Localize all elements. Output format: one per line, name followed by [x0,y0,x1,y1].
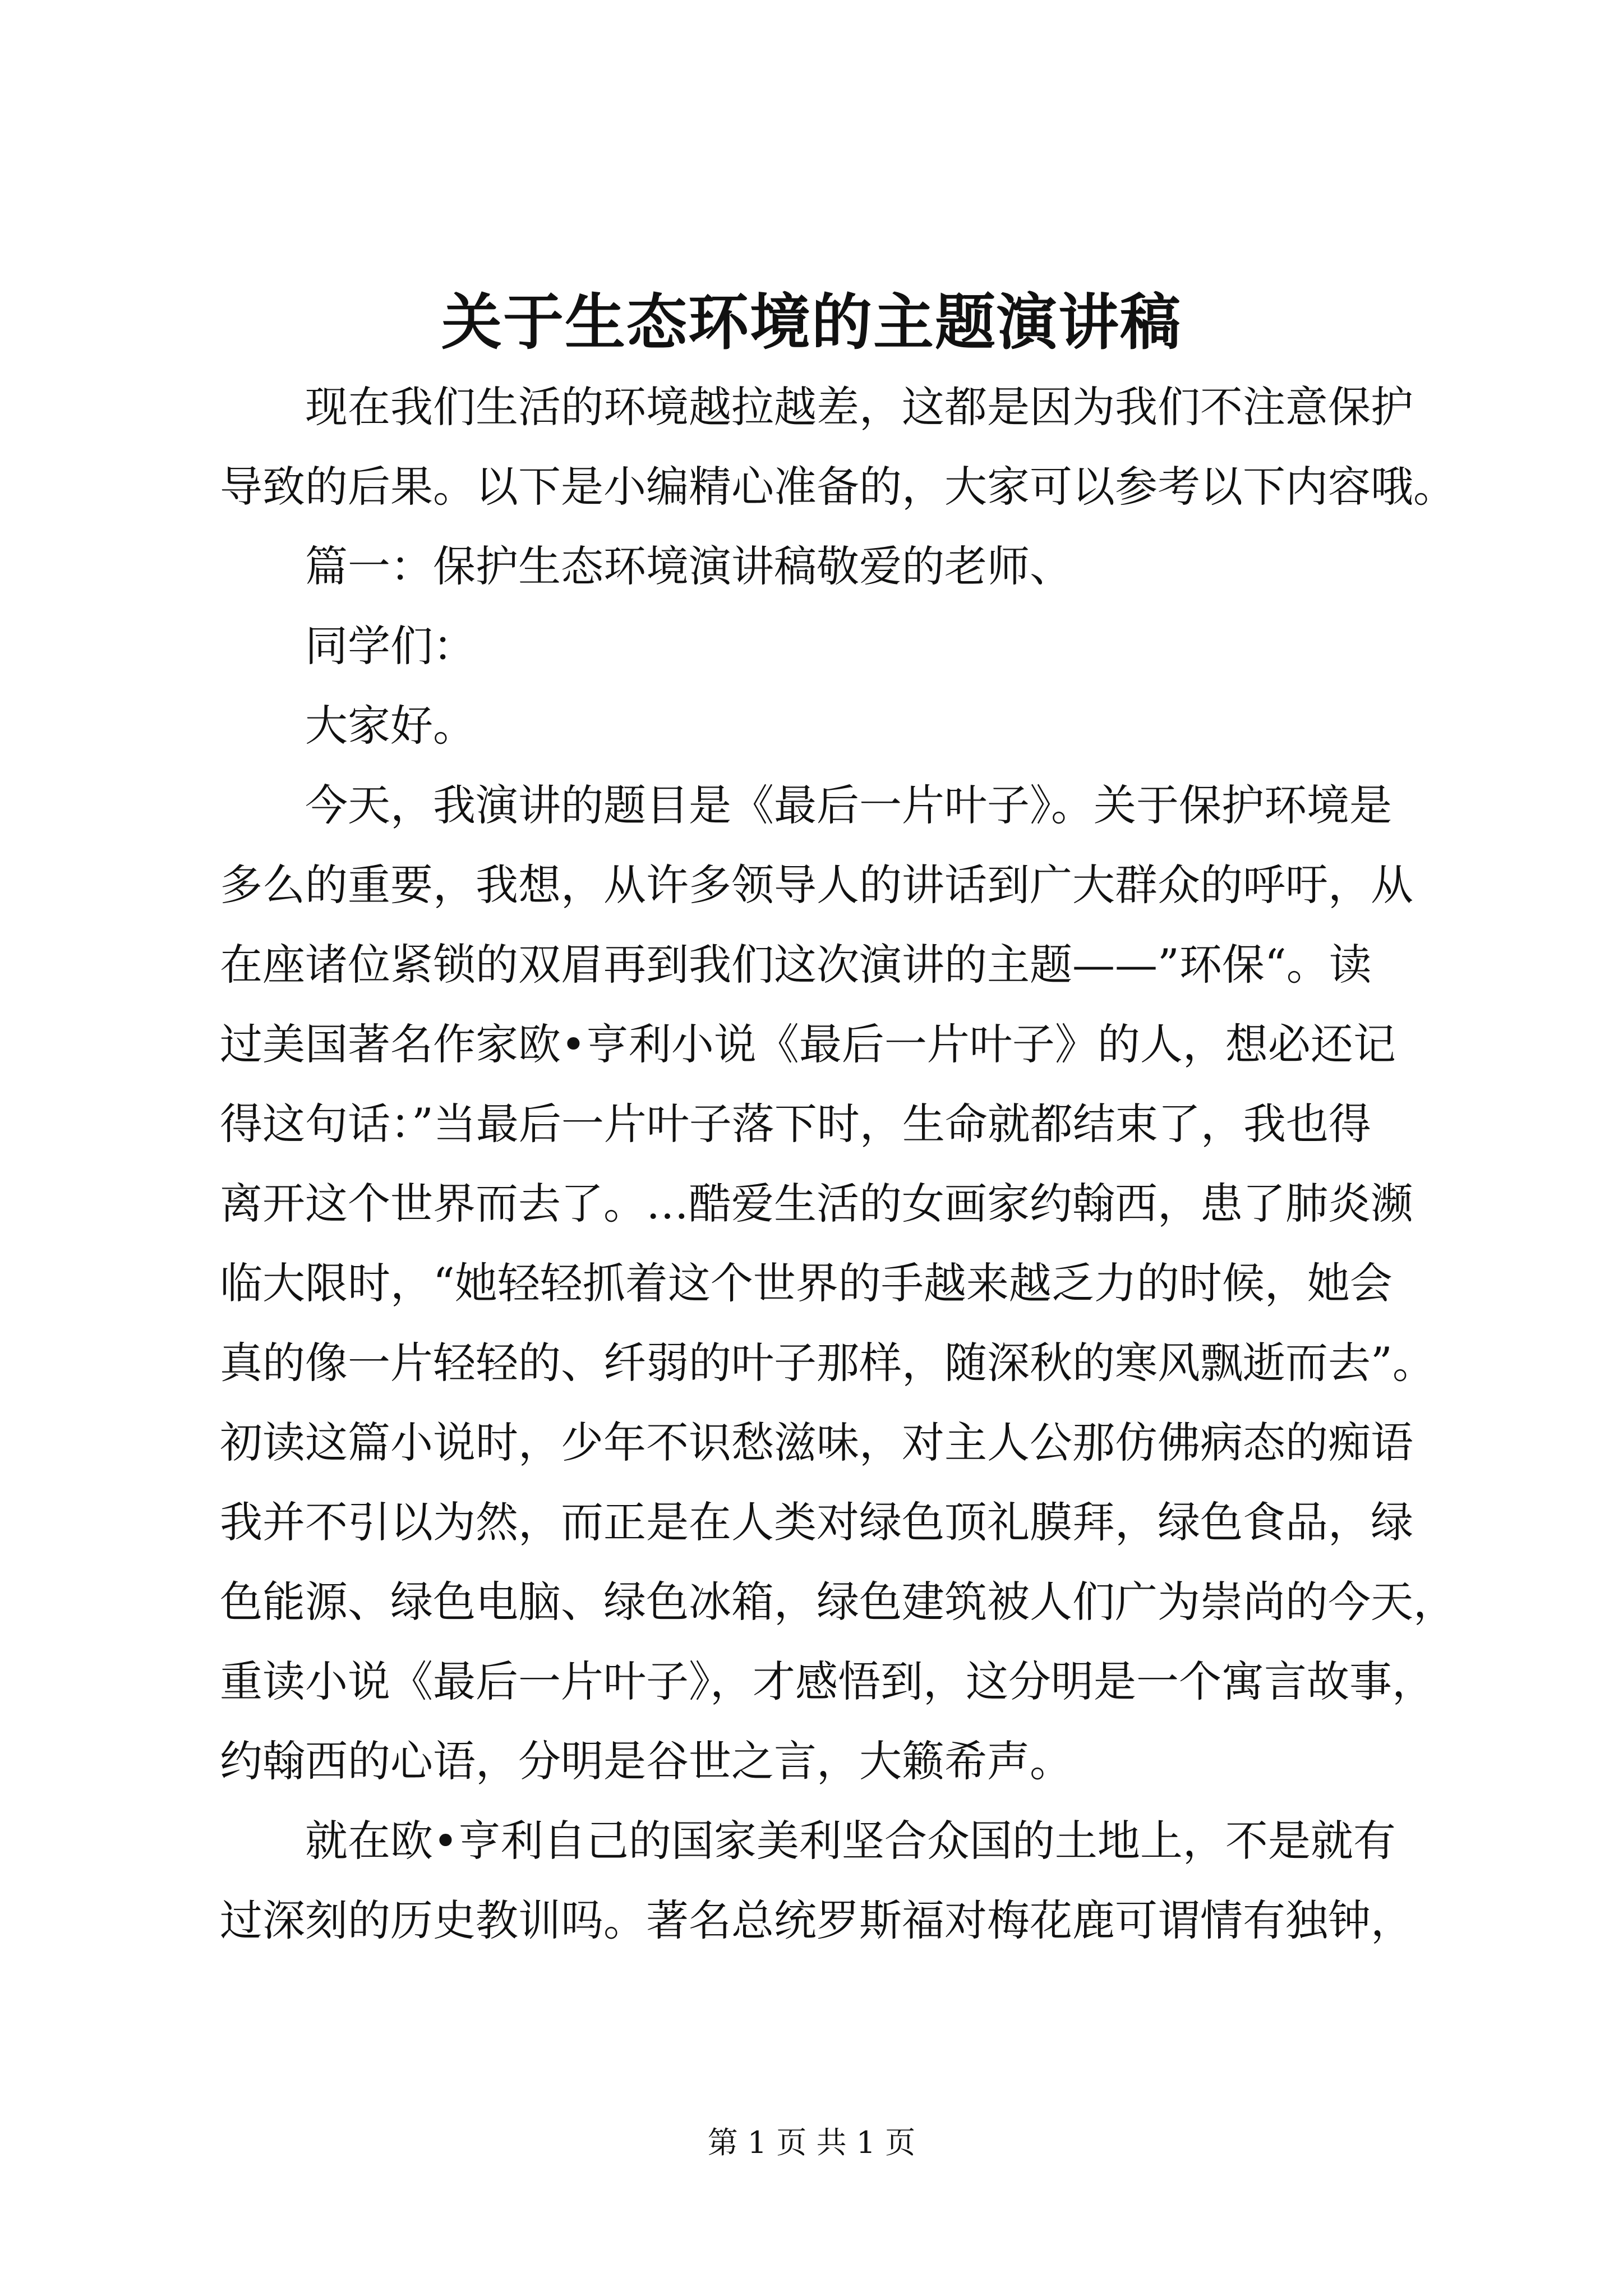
paragraph-line: 真的像一片轻轻的、纤弱的叶子那样，随深秋的寒风飘逝而去”。 [220,1338,1435,1388]
paragraph-line: 约翰西的心语，分明是谷世之言，大籁希声。 [220,1736,1072,1786]
paragraph-line: 过深刻的历史教训吗。著名总统罗斯福对梅花鹿可谓情有独钟， [220,1895,1413,1945]
document-title: 关于生态环境的主题演讲稿 [441,287,1182,358]
paragraph-line: 离开这个世界而去了。…酷爱生活的女画家约翰西，患了肺炎濒 [220,1179,1413,1228]
paragraph-line: 过美国著名作家欧•亨利小说《最后一片叶子》的人，想必还记 [220,1019,1396,1069]
paragraph-line: 就在欧•亨利自己的国家美利坚合众国的土地上，不是就有 [305,1816,1396,1866]
paragraph-line: 得这句话：”当最后一片叶子落下时，生命就都结束了，我也得 [220,1099,1371,1149]
paragraph-line: 临大限时，“她轻轻抓着这个世界的手越来越乏力的时候，她会 [220,1258,1393,1308]
paragraph-line: 初读这篇小说时，少年不识愁滋味，对主人公那仿佛病态的痴语 [220,1418,1413,1467]
paragraph-line: 大家好。 [305,701,476,751]
paragraph-line: 现在我们生活的环境越拉越差，这都是因为我们不注意保护 [305,382,1413,432]
paragraph-line: 今天，我演讲的题目是《最后一片叶子》。关于保护环境是 [305,780,1392,830]
paragraph-line: 同学们： [305,621,476,671]
paragraph-line: 重读小说《最后一片叶子》，才感悟到，这分明是一个寓言故事， [220,1657,1435,1706]
paragraph-line: 多么的重要，我想，从许多领导人的讲话到广大群众的呼吁，从 [220,860,1413,910]
paragraph-line: 篇一：保护生态环境演讲稿敬爱的老师、 [305,541,1072,591]
paragraph-line: 在座诸位紧锁的双眉再到我们这次演讲的主题——”环保“。读 [220,940,1372,990]
paragraph-line: 我并不引以为然，而正是在人类对绿色顶礼膜拜，绿色食品，绿 [220,1497,1413,1547]
paragraph-line: 导致的后果。以下是小编精心准备的，大家可以参考以下内容哦。 [220,462,1456,512]
document-body [220,367,1456,1961]
paragraph-line: 色能源、绿色电脑、绿色冰箱，绿色建筑被人们广为崇尚的今天， [220,1577,1456,1627]
page-number-footer: 第 1 页 共 1 页 [707,2125,916,2160]
